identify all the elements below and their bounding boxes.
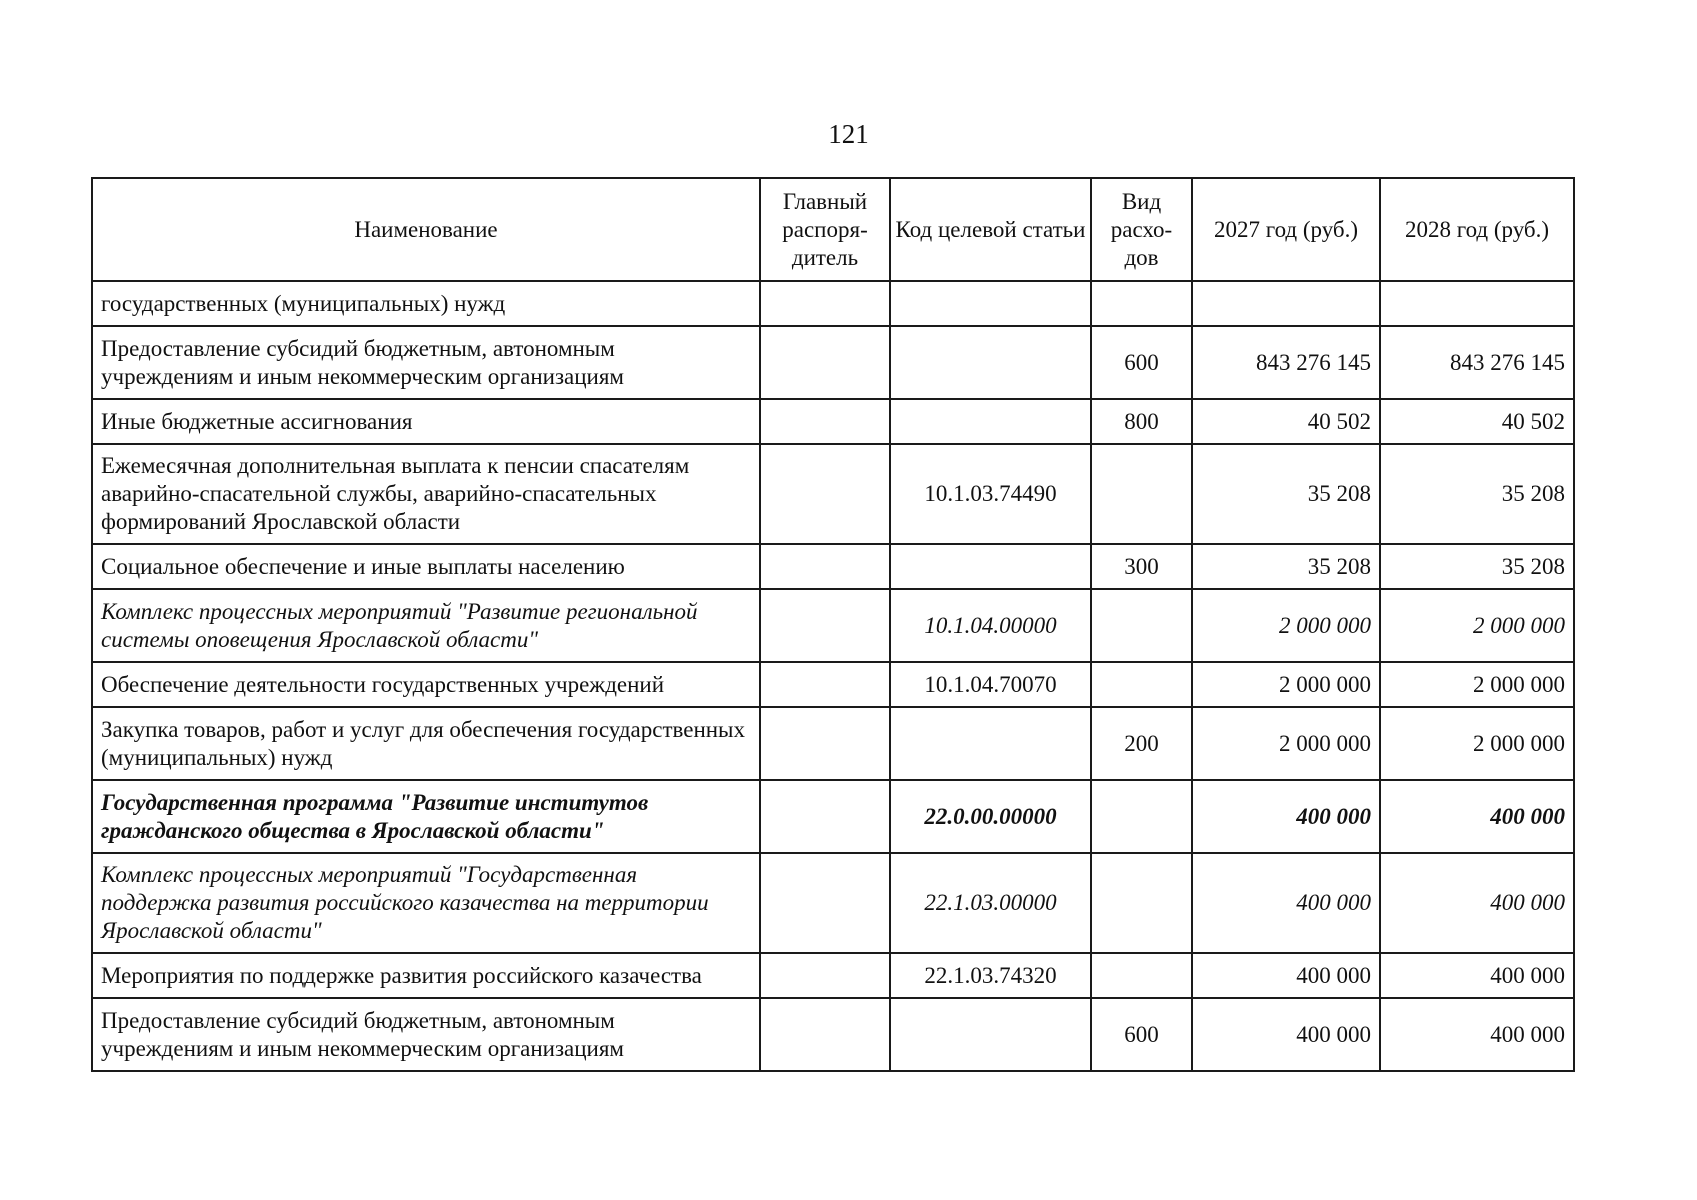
- header-manager: Главный распоря-дитель: [760, 178, 890, 281]
- cell-name: Социальное обеспечение и иные выплаты населению: [92, 544, 760, 589]
- cell-code: [890, 707, 1091, 780]
- cell-2027: 400 000: [1192, 953, 1380, 998]
- cell-manager: [760, 953, 890, 998]
- cell-type: [1091, 281, 1192, 326]
- cell-name: Предоставление субсидий бюджетным, автономным учреждениям и иным некоммерческим организациям: [92, 998, 760, 1071]
- cell-manager: [760, 707, 890, 780]
- header-2027: 2027 год (руб.): [1192, 178, 1380, 281]
- cell-type: 600: [1091, 326, 1192, 399]
- cell-2028: 2 000 000: [1380, 589, 1574, 662]
- cell-2027: 843 276 145: [1192, 326, 1380, 399]
- cell-type: [1091, 662, 1192, 707]
- cell-name: Обеспечение деятельности государственных учреждений: [92, 662, 760, 707]
- cell-name: Иные бюджетные ассигнования: [92, 399, 760, 444]
- cell-type: 600: [1091, 998, 1192, 1071]
- cell-code: 22.0.00.00000: [890, 780, 1091, 853]
- cell-code: [890, 544, 1091, 589]
- cell-2028: 400 000: [1380, 953, 1574, 998]
- cell-manager: [760, 444, 890, 544]
- table-header-row: [92, 178, 1574, 281]
- table-row: [92, 662, 1574, 707]
- cell-code: [890, 281, 1091, 326]
- cell-2028: 2 000 000: [1380, 707, 1574, 780]
- cell-name: Мероприятия по поддержке развития российского казачества: [92, 953, 760, 998]
- table-row: [92, 544, 1574, 589]
- cell-2027: 35 208: [1192, 444, 1380, 544]
- cell-manager: [760, 281, 890, 326]
- cell-2027: 35 208: [1192, 544, 1380, 589]
- cell-type: [1091, 589, 1192, 662]
- cell-type: 300: [1091, 544, 1192, 589]
- cell-code: 10.1.04.00000: [890, 589, 1091, 662]
- cell-2027: [1192, 281, 1380, 326]
- cell-name: Ежемесячная дополнительная выплата к пенсии спасателям аварийно-спасательной службы, аварийно-спасательных формирований Ярославской области: [92, 444, 760, 544]
- cell-2027: 400 000: [1192, 853, 1380, 953]
- cell-manager: [760, 853, 890, 953]
- cell-2028: 400 000: [1380, 853, 1574, 953]
- cell-type: [1091, 444, 1192, 544]
- header-type: Вид расхо-дов: [1091, 178, 1192, 281]
- cell-type: [1091, 853, 1192, 953]
- cell-name: Комплекс процессных мероприятий "Развитие региональной системы оповещения Ярославской области": [92, 589, 760, 662]
- cell-name: Закупка товаров, работ и услуг для обеспечения государственных (муниципальных) нужд: [92, 707, 760, 780]
- cell-2028: 35 208: [1380, 444, 1574, 544]
- cell-2028: 843 276 145: [1380, 326, 1574, 399]
- header-code: Код целевой статьи: [890, 178, 1091, 281]
- cell-manager: [760, 780, 890, 853]
- table-row: [92, 444, 1574, 544]
- cell-type: [1091, 953, 1192, 998]
- cell-name: Комплекс процессных мероприятий "Государственная поддержка развития российского казачества на территории Ярославской области": [92, 853, 760, 953]
- cell-2028: 2 000 000: [1380, 662, 1574, 707]
- cell-2028: 400 000: [1380, 780, 1574, 853]
- table-row: [92, 589, 1574, 662]
- cell-2027: 400 000: [1192, 780, 1380, 853]
- table-row: [92, 953, 1574, 998]
- table-row: [92, 399, 1574, 444]
- header-name: Наименование: [92, 178, 760, 281]
- cell-manager: [760, 662, 890, 707]
- table-row: [92, 707, 1574, 780]
- cell-manager: [760, 544, 890, 589]
- cell-2027: 40 502: [1192, 399, 1380, 444]
- cell-type: [1091, 780, 1192, 853]
- cell-type: 200: [1091, 707, 1192, 780]
- cell-code: [890, 998, 1091, 1071]
- cell-code: 22.1.03.00000: [890, 853, 1091, 953]
- cell-manager: [760, 399, 890, 444]
- table-row: [92, 853, 1574, 953]
- table-row: [92, 281, 1574, 326]
- cell-manager: [760, 326, 890, 399]
- cell-2028: 400 000: [1380, 998, 1574, 1071]
- cell-code: 10.1.03.74490: [890, 444, 1091, 544]
- cell-2028: 40 502: [1380, 399, 1574, 444]
- cell-code: [890, 326, 1091, 399]
- cell-2027: 400 000: [1192, 998, 1380, 1071]
- cell-name: Государственная программа "Развитие институтов гражданского общества в Ярославской области": [92, 780, 760, 853]
- cell-2028: 35 208: [1380, 544, 1574, 589]
- cell-code: [890, 399, 1091, 444]
- cell-code: 10.1.04.70070: [890, 662, 1091, 707]
- cell-manager: [760, 589, 890, 662]
- cell-manager: [760, 998, 890, 1071]
- table-row: [92, 780, 1574, 853]
- cell-type: 800: [1091, 399, 1192, 444]
- cell-name: Предоставление субсидий бюджетным, автономным учреждениям и иным некоммерческим организациям: [92, 326, 760, 399]
- table-row: [92, 326, 1574, 399]
- header-2028: 2028 год (руб.): [1380, 178, 1574, 281]
- budget-table: [91, 177, 1575, 1072]
- cell-name: государственных (муниципальных) нужд: [92, 281, 760, 326]
- page-number: 121: [828, 119, 869, 149]
- cell-code: 22.1.03.74320: [890, 953, 1091, 998]
- cell-2027: 2 000 000: [1192, 707, 1380, 780]
- cell-2027: 2 000 000: [1192, 589, 1380, 662]
- table-row: [92, 998, 1574, 1071]
- cell-2027: 2 000 000: [1192, 662, 1380, 707]
- cell-2028: [1380, 281, 1574, 326]
